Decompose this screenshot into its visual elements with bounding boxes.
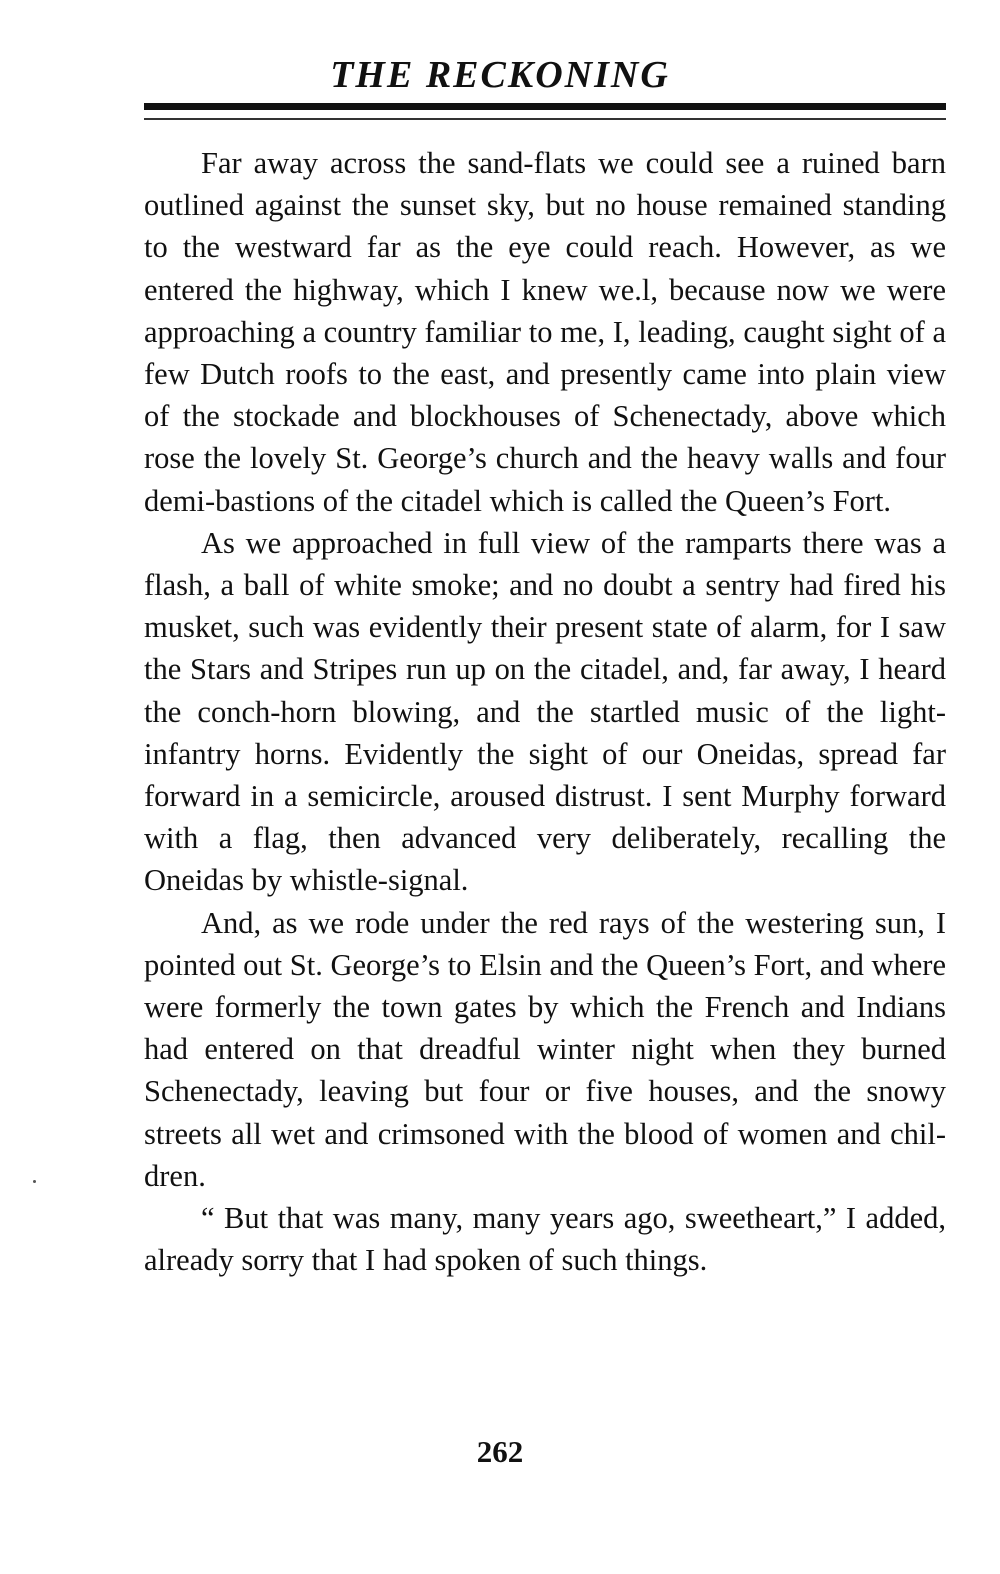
header-rule-thin <box>144 118 946 120</box>
header-rule-thick <box>144 103 946 110</box>
page-number: 262 <box>476 1434 524 1469</box>
paragraph-1: Far away across the sand-flats we could see a ruined barn outlined against the sunset sky, but no house remained standing to the westward far as the eye could reach. However, as we entered the highway, which I knew we.l, because now we were approaching a country familiar to me, I, leading, caught sight of a few Dutch roofs to the east, and presently came into plain view of the stockade and blockhouses of Schenectady, above which rose the lovely St. George’s church and the heavy walls and four demi-bastions of the citadel which is called the Queen’s Fort. <box>144 146 946 518</box>
paragraph-3: And, as we rode under the red rays of the westering sun, I pointed out St. George’s to Elsin and the Queen’s Fort, and where were formerly the town gates by which the French and Indians had entered on that dreadful winter night when they burned Schenectady, leaving but four or five houses, and the snowy streets all wet and crimsoned with the blood of women and children. <box>144 905 946 1193</box>
margin-speck <box>33 1180 36 1183</box>
paragraph-2: As we approached in full view of the ramparts there was a flash, a ball of white smoke; and no doubt a sentry had fired his musket, such was evidently their present state of alarm, for I saw the Stars and Stripes run up on the citadel, and, far away, I heard the conch-horn blowing, and the startled music of the light-infantry horns. Evidently the sight of our Oneidas, spread far forward in a semicircle, aroused distrust. I sent Murphy forward with a flag, then advanced very deliberately, recalling the Oneidas by whistle-signal. <box>144 525 946 898</box>
body-text <box>144 142 946 1281</box>
paragraph-4: “ But that was many, many years ago, sweetheart,” I added, already sorry that I had spoken of such things. <box>144 1201 946 1278</box>
running-head-title: THE RECKONING <box>330 54 670 96</box>
